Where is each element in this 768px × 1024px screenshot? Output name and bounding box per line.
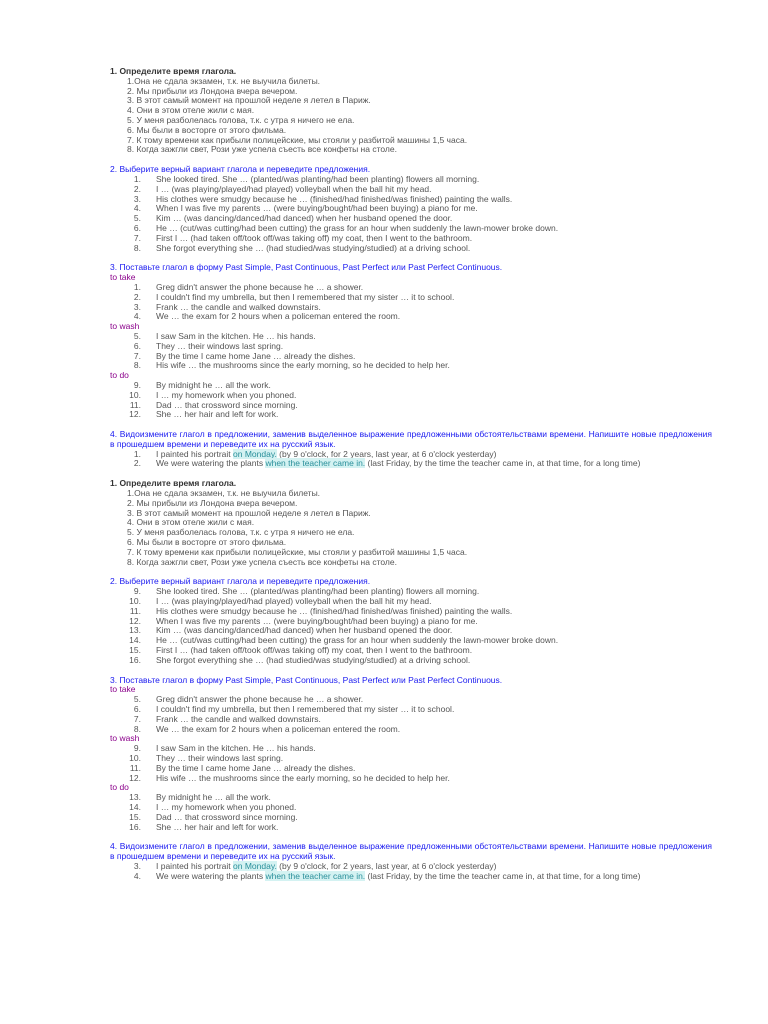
- task-line: 7. К тому времени как прибыли полицейские, мы стояли у разбитой машины 1,5 часа.: [127, 134, 468, 145]
- item-number: 4.: [133, 203, 141, 214]
- item-number: 3.: [133, 860, 141, 871]
- item-text: His wife … the mushrooms since the early morning, so he decided to help her.: [156, 772, 450, 783]
- highlighted-phrase: on Monday.: [233, 448, 277, 459]
- list-item: [0, 401, 768, 411]
- item-text: Kim … (was dancing/danced/had danced) when her husband opened the door.: [156, 213, 453, 224]
- item-text: [156, 459, 640, 469]
- item-number: 4.: [133, 311, 141, 322]
- item-text: Greg didn't answer the phone because he … a shower.: [156, 694, 364, 705]
- worksheet-block: [0, 67, 768, 469]
- list-item: [0, 410, 768, 420]
- task-line: 3. В этот самый момент на прошлой неделе я летел в Париж.: [127, 507, 371, 518]
- list-item: [0, 774, 768, 784]
- item-number: 7.: [133, 350, 141, 361]
- list-item: [0, 381, 768, 391]
- item-text: Frank … the candle and walked downstairs.: [156, 713, 321, 724]
- item-number: 12.: [129, 615, 141, 626]
- item-text: First I … (had taken off/took off/was taking off) my coat, then I went to the bathroom.: [156, 232, 473, 243]
- item-number: 9.: [133, 586, 141, 597]
- item-number: 7.: [133, 232, 141, 243]
- item-text: She looked tired. She … (planted/was planting/had been planting) flowers all morning.: [156, 173, 480, 184]
- item-number: 11.: [129, 605, 141, 616]
- list-item: [0, 725, 768, 735]
- task-line: 6. Мы были в восторге от этого фильма.: [127, 124, 287, 135]
- item-text: Kim … (was dancing/danced/had danced) when her husband opened the door.: [156, 625, 453, 636]
- list-item: [0, 823, 768, 833]
- item-text: I couldn't find my umbrella, but then I remembered that my sister … it to school.: [156, 291, 455, 302]
- highlighted-phrase: when the teacher came in.: [265, 870, 366, 881]
- item-text: She forgot everything she … (had studied/was studying/studied) at a driving school.: [156, 654, 471, 665]
- list-item: [0, 656, 768, 666]
- task-line: 4. Они в этом отеле жили с мая.: [127, 517, 255, 528]
- document: [0, 67, 768, 882]
- task-line: 4. Они в этом отеле жили с мая.: [127, 105, 255, 116]
- item-number: 15.: [129, 811, 141, 822]
- item-number: 1.: [133, 173, 141, 184]
- item-text: When I was five my parents … (were buying/bought/had been buying) a piano for me.: [156, 615, 478, 626]
- list-item: [0, 244, 768, 254]
- item-number: 5.: [133, 213, 141, 224]
- highlighted-phrase: on Monday.: [233, 860, 277, 871]
- item-number: 7.: [133, 713, 141, 724]
- task-line: 5. У меня разболелась голова, т.к. с утра я ничего не ела.: [127, 527, 355, 538]
- item-text: By the time I came home Jane … already the dishes.: [156, 762, 356, 773]
- worksheet-block: [0, 479, 768, 881]
- item-text: He … (cut/was cutting/had been cutting) the grass for an hour when suddenly the lawn-mower broke down.: [156, 635, 559, 646]
- item-text: I saw Sam in the kitchen. He … his hands.: [156, 330, 316, 341]
- item-number: 9.: [133, 379, 141, 390]
- list-item: [0, 813, 768, 823]
- section-2-list: [0, 587, 768, 665]
- item-text: Frank … the candle and walked downstairs.: [156, 301, 321, 312]
- item-number: 8.: [133, 723, 141, 734]
- section-1-lines: [0, 489, 768, 567]
- item-text: We … the exam for 2 hours when a policeman entered the room.: [156, 723, 401, 734]
- task-line: 2. Мы прибыли из Лондона вчера вечером.: [127, 85, 298, 96]
- section-4-title: 4. Видоизмените глагол в предложении, заменив выделенное выражение предложенными обстоятельствами времени. Напишите новые предложения в прошедшем времени и переведите их на русский язык.: [110, 841, 712, 862]
- verb-label: to take: [110, 684, 136, 695]
- list-item: [0, 459, 768, 469]
- item-text-end: (last Friday, by the time the teacher came in, at that time, for a long time): [365, 458, 641, 469]
- section-2-list: [0, 175, 768, 253]
- item-number: 12.: [129, 409, 141, 420]
- list-item: [0, 391, 768, 401]
- item-text-end: (by 9 o'clock, for 2 years, last year, at 6 o'clock yesterday): [276, 860, 497, 871]
- item-number: 5.: [133, 694, 141, 705]
- section-2-title: 2. Выберите верный вариант глагола и переведите предложения.: [110, 576, 371, 587]
- item-number: 1.: [133, 281, 141, 292]
- task-line: 6. Мы были в восторге от этого фильма.: [127, 537, 287, 548]
- item-text-start: I painted his portrait: [156, 860, 234, 871]
- item-number: 11.: [129, 399, 141, 410]
- item-text: Dad … that crossword since morning.: [156, 399, 298, 410]
- item-text: I … my homework when you phoned.: [156, 389, 297, 400]
- item-number: 2.: [133, 458, 141, 469]
- section-4-title: 4. Видоизмените глагол в предложении, заменив выделенное выражение предложенными обстоятельствами времени. Напишите новые предложения в прошедшем времени и переведите их на русский язык.: [110, 429, 712, 449]
- item-text: He … (cut/was cutting/had been cutting) the grass for an hour when suddenly the lawn-mower broke down.: [156, 222, 559, 233]
- task-line: 1.Она не сдала экзамен, т.к. не выучила билеты.: [127, 488, 321, 499]
- list-item: [0, 332, 768, 342]
- task-line: 8. Когда зажгли свет, Рози уже успела съесть все конфеты на столе.: [127, 556, 397, 567]
- section-4-list: [0, 862, 768, 882]
- task-line: 7. К тому времени как прибыли полицейские, мы стояли у разбитой машины 1,5 часа.: [127, 546, 468, 557]
- item-number: 13.: [129, 792, 141, 803]
- section-2-title: 2. Выберите верный вариант глагола и переведите предложения.: [110, 164, 371, 175]
- item-number: 1.: [133, 448, 141, 459]
- list-item: [0, 754, 768, 764]
- item-number: 4.: [133, 870, 141, 881]
- section-4-list: [0, 450, 768, 470]
- item-number: 10.: [129, 389, 141, 400]
- task-line: 3. В этот самый момент на прошлой неделе я летел в Париж.: [127, 95, 371, 106]
- section-3-title: 3. Поставьте глагол в форму Past Simple, Past Continuous, Past Perfect или Past Perfect Continuous.: [110, 674, 503, 685]
- section-1-lines: [0, 77, 768, 155]
- task-line: 5. У меня разболелась голова, т.к. с утра я ничего не ела.: [127, 114, 355, 125]
- item-number: 14.: [129, 801, 141, 812]
- list-item: [0, 293, 768, 303]
- section-3-groups: [0, 273, 768, 420]
- item-text: I … my homework when you phoned.: [156, 801, 297, 812]
- item-number: 6.: [133, 340, 141, 351]
- item-number: 10.: [129, 596, 141, 607]
- item-number: 12.: [129, 772, 141, 783]
- task-line: 1.Она не сдала экзамен, т.к. не выучила билеты.: [127, 75, 321, 86]
- item-number: 9.: [133, 743, 141, 754]
- item-number: 16.: [129, 654, 141, 665]
- highlighted-phrase: when the teacher came in.: [265, 458, 366, 469]
- item-number: 13.: [129, 625, 141, 636]
- item-text: [156, 872, 640, 882]
- task-line: 8. Когда зажгли свет, Рози уже успела съесть все конфеты на столе.: [127, 144, 397, 155]
- item-number: 10.: [129, 753, 141, 763]
- item-text: His clothes were smudgy because he … (finished/had finished/was finished) painting the walls.: [156, 605, 513, 616]
- item-text: She forgot everything she … (had studied/was studying/studied) at a driving school.: [156, 242, 471, 253]
- item-number: 11.: [129, 762, 141, 773]
- item-text: She … her hair and left for work.: [156, 409, 279, 420]
- verb-label: to wash: [110, 321, 140, 332]
- item-text-start: I painted his portrait: [156, 448, 234, 459]
- item-number: 3.: [133, 193, 141, 204]
- item-text: We … the exam for 2 hours when a policeman entered the room.: [156, 311, 401, 322]
- item-number: 16.: [129, 821, 141, 832]
- item-number: 15.: [129, 645, 141, 656]
- item-text: First I … (had taken off/took off/was taking off) my coat, then I went to the bathroom.: [156, 645, 473, 656]
- item-text: His clothes were smudgy because he … (finished/had finished/was finished) painting the walls.: [156, 193, 513, 204]
- item-text: I couldn't find my umbrella, but then I remembered that my sister … it to school.: [156, 704, 455, 715]
- item-text: Dad … that crossword since morning.: [156, 811, 298, 822]
- item-text-start: We were watering the plants: [156, 458, 266, 469]
- verb-label: to take: [110, 272, 136, 283]
- list-item: [0, 744, 768, 754]
- item-text: They … their windows last spring.: [156, 753, 284, 763]
- item-text: By midnight he … all the work.: [156, 379, 271, 390]
- item-text: I saw Sam in the kitchen. He … his hands.: [156, 743, 316, 754]
- list-item: [0, 705, 768, 715]
- item-number: 2.: [133, 183, 141, 194]
- item-text: She looked tired. She … (planted/was planting/had been planting) flowers all morning.: [156, 586, 480, 597]
- list-item: [0, 793, 768, 803]
- item-text: I … (was playing/played/had played) volleyball when the ball hit my head.: [156, 596, 432, 607]
- item-text: When I was five my parents … (were buying/bought/had been buying) a piano for me.: [156, 203, 478, 214]
- section-1-title: 1. Определите время глагола.: [110, 66, 237, 76]
- list-item: [0, 872, 768, 882]
- item-number: 8.: [133, 360, 141, 371]
- section-3-groups: [0, 685, 768, 832]
- item-number: 2.: [133, 291, 141, 302]
- section-1-title: 1. Определите время глагола.: [110, 478, 237, 489]
- item-number: 6.: [133, 704, 141, 715]
- verb-label: to do: [110, 370, 129, 381]
- item-text: His wife … the mushrooms since the early morning, so he decided to help her.: [156, 360, 450, 371]
- item-text: They … their windows last spring.: [156, 340, 284, 351]
- item-text: She … her hair and left for work.: [156, 821, 279, 832]
- list-item: [0, 342, 768, 352]
- item-text-end: (by 9 o'clock, for 2 years, last year, at 6 o'clock yesterday): [276, 448, 497, 459]
- list-item: [0, 803, 768, 813]
- item-number: 3.: [133, 301, 141, 312]
- list-item: [0, 361, 768, 371]
- task-line: 2. Мы прибыли из Лондона вчера вечером.: [127, 497, 298, 508]
- item-text: I … (was playing/played/had played) volleyball when the ball hit my head.: [156, 183, 432, 194]
- item-text-start: We were watering the plants: [156, 870, 266, 881]
- item-number: 5.: [133, 330, 141, 341]
- verb-label: to wash: [110, 733, 140, 744]
- item-text: By midnight he … all the work.: [156, 792, 271, 803]
- list-item: [0, 312, 768, 322]
- verb-label: to do: [110, 782, 129, 793]
- item-text: By the time I came home Jane … already the dishes.: [156, 350, 356, 361]
- item-number: 8.: [133, 242, 141, 253]
- section-3-title: 3. Поставьте глагол в форму Past Simple, Past Continuous, Past Perfect или Past Perfect Continuous.: [110, 262, 503, 273]
- item-text-end: (last Friday, by the time the teacher came in, at that time, for a long time): [365, 870, 641, 881]
- item-text: Greg didn't answer the phone because he … a shower.: [156, 281, 364, 292]
- item-number: 14.: [129, 635, 141, 646]
- item-number: 6.: [133, 222, 141, 233]
